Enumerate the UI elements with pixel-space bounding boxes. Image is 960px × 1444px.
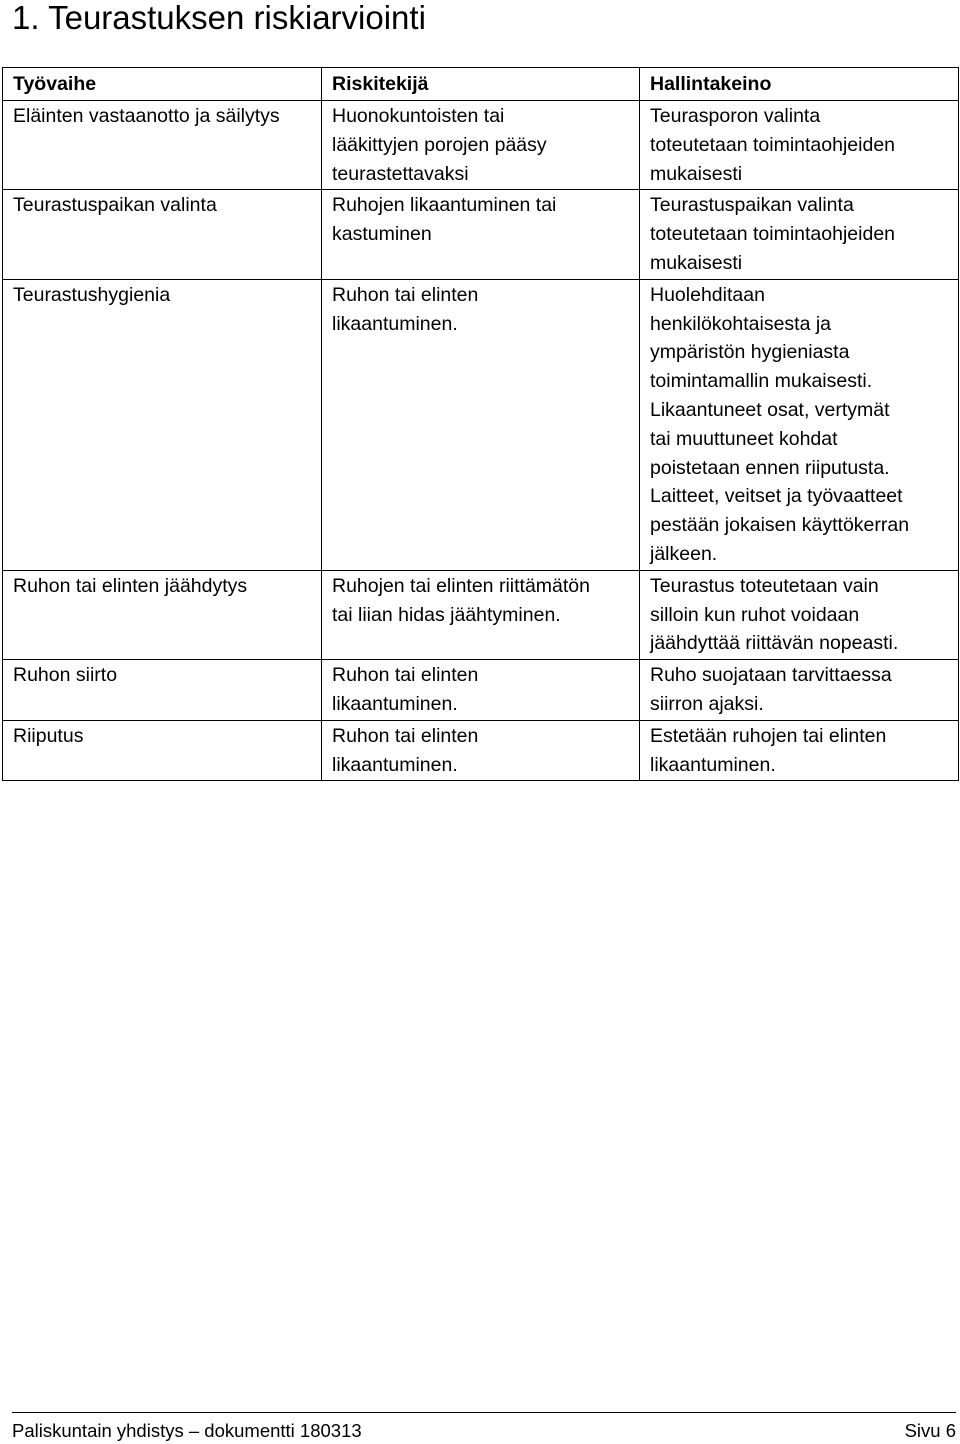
cell-risk [322, 190, 640, 279]
cell-text-line: toteutetaan toimintaohjeiden [650, 133, 896, 156]
table-row [3, 101, 959, 190]
cell-text-line: Laitteet, veitset ja työvaatteet [650, 485, 903, 508]
cell-text-line: likaantuminen. [332, 753, 458, 776]
table-header-row [3, 68, 959, 101]
cell-text-line: Eläinten vastaanotto ja säilytys [13, 105, 280, 127]
cell-phase [3, 190, 322, 279]
cell-text-line: jäähdyttää riittävän nopeasti. [650, 632, 899, 655]
cell-text-line: Ruhon tai elinten [332, 724, 479, 747]
cell-text-line: likaantuminen. [650, 753, 776, 776]
table-row [3, 720, 959, 781]
cell-text-line: ympäristön hygieniasta [650, 341, 850, 364]
cell-text-line: Teurastuspaikan valinta [650, 194, 854, 217]
cell-text-line: teurastettavaksi [332, 162, 469, 185]
cell-text-line: lääkittyjen porojen pääsy [332, 133, 547, 156]
cell-text-line: Teurastus toteutetaan vain [650, 574, 879, 597]
cell-text-line: tai liian hidas jäähtyminen. [332, 603, 561, 626]
cell-text-line: Ruhon tai elinten jäähdytys [13, 574, 248, 597]
cell-text-line: poistetaan ennen riiputusta. [650, 456, 890, 479]
cell-text-line: Ruho suojataan tarvittaessa [650, 664, 892, 687]
cell-text-line: kastuminen [332, 223, 432, 246]
footer-document-label: Paliskuntain yhdistys – dokumentti 180313 [12, 1420, 362, 1441]
cell-text-line: mukaisesti [650, 162, 743, 185]
cell-text-line: Ruhon siirto [13, 664, 118, 687]
cell-risk [322, 720, 640, 781]
cell-text-line: likaantuminen. [332, 692, 458, 715]
cell-phase [3, 101, 322, 190]
cell-text-line: jälkeen. [650, 542, 718, 565]
cell-control [640, 720, 959, 781]
column-header-phase: Työvaihe [3, 68, 322, 101]
cell-text-line: mukaisesti [650, 251, 743, 274]
cell-text-line: Huolehditaan [650, 283, 765, 306]
cell-text-line: Ruhon tai elinten [332, 664, 479, 687]
page-footer [12, 1412, 956, 1444]
cell-text-line: Teurastuspaikan valinta [13, 194, 217, 217]
cell-text-line: Teurastushygienia [13, 283, 171, 306]
cell-risk [322, 101, 640, 190]
cell-text-line: silloin kun ruhot voidaan [650, 603, 860, 626]
footer-page-number: Sivu 6 [904, 1420, 956, 1441]
cell-control [640, 101, 959, 190]
cell-text-line: henkilökohtaisesta ja [650, 312, 832, 335]
page-title: 1. Teurastuksen riskiarviointi [12, 0, 426, 36]
cell-phase [3, 660, 322, 721]
cell-control [640, 190, 959, 279]
cell-text-line: pestään jokaisen käyttökerran [650, 514, 910, 537]
cell-text-line: Teurasporon valinta [650, 105, 821, 127]
cell-risk [322, 660, 640, 721]
cell-text-line: Huonokuntoisten tai [332, 105, 505, 127]
risk-assessment-table [2, 67, 959, 781]
column-header-control: Hallintakeino [640, 68, 959, 101]
cell-text-line: toimintamallin mukaisesti. [650, 370, 873, 393]
cell-risk [322, 570, 640, 659]
cell-text-line: Likaantuneet osat, vertymät [650, 398, 890, 421]
cell-text-line: Estetään ruhojen tai elinten [650, 724, 887, 747]
cell-control [640, 570, 959, 659]
cell-text-line: Ruhon tai elinten [332, 283, 479, 306]
cell-text-line: Ruhojen tai elinten riittämätön [332, 574, 590, 597]
table-body [3, 101, 959, 781]
cell-text-line: likaantuminen. [332, 312, 458, 335]
table-row [3, 279, 959, 570]
cell-phase [3, 720, 322, 781]
table-row [3, 190, 959, 279]
cell-text-line: toteutetaan toimintaohjeiden [650, 223, 896, 246]
column-header-risk: Riskitekijä [322, 68, 640, 101]
table-row [3, 570, 959, 659]
cell-risk [322, 279, 640, 570]
cell-control [640, 660, 959, 721]
cell-text-line: Ruhojen likaantuminen tai [332, 194, 557, 217]
cell-control [640, 279, 959, 570]
table-row [3, 660, 959, 721]
cell-phase [3, 570, 322, 659]
cell-text-line: siirron ajaksi. [650, 692, 764, 715]
cell-text-line: Riiputus [13, 724, 84, 747]
cell-phase [3, 279, 322, 570]
cell-text-line: tai muuttuneet kohdat [650, 427, 838, 450]
